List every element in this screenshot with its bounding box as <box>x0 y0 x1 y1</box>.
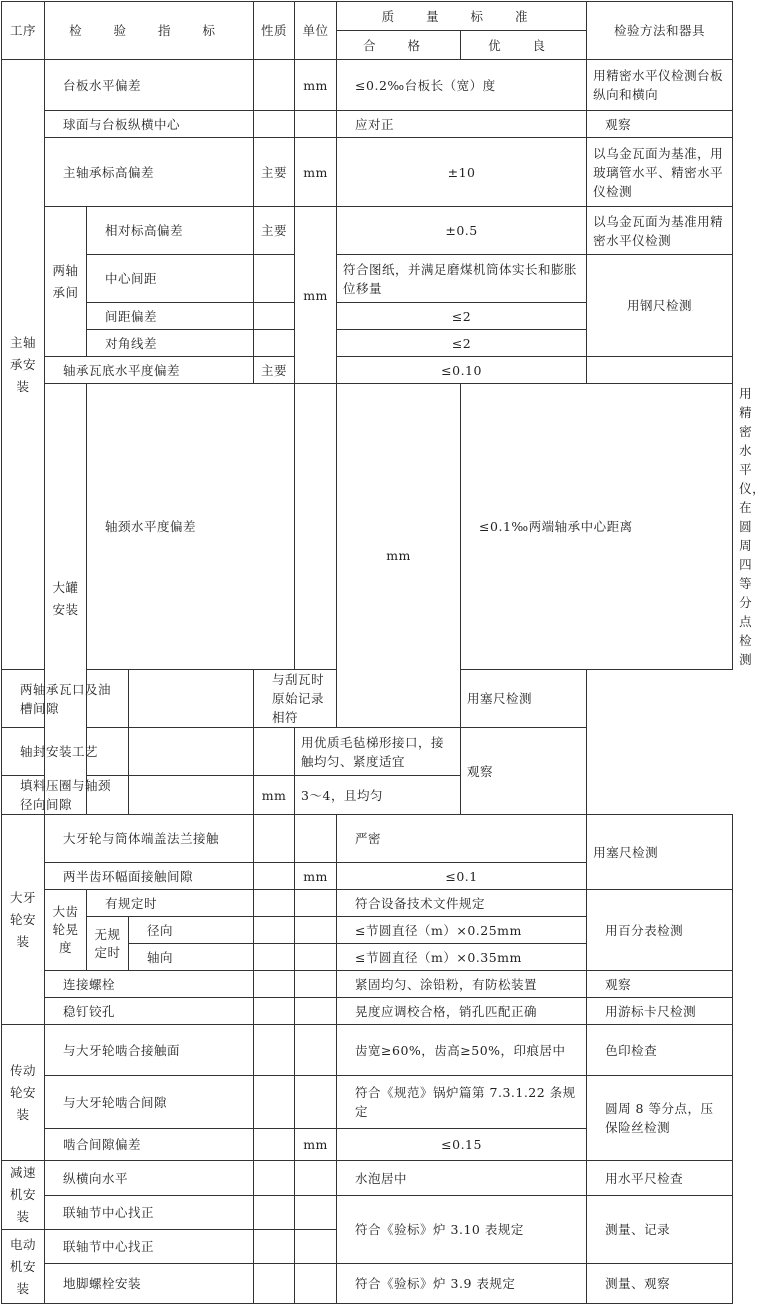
nature-cell: 主要 <box>254 357 295 384</box>
standard-cell: ≤0.2‰台板长（宽）度 <box>337 60 587 111</box>
standard-cell: 用优质毛毡梯形接口，接触均匀、紧度适宜 <box>295 728 461 776</box>
method-cell: 用精密水平仪检测台板纵向和横向 <box>587 60 733 111</box>
standard-cell: ≤2 <box>337 303 587 330</box>
method-cell: 观察 <box>587 971 733 998</box>
item-label: 相对标高偏差 <box>87 207 254 255</box>
header-nature: 性质 <box>254 2 295 60</box>
header-unit: 单位 <box>295 2 337 60</box>
group-label-two-bearings: 两轴承间 <box>45 207 87 357</box>
method-cell: 测量、记录 <box>587 1196 733 1264</box>
item-label: 联轴节中心找正 <box>45 1196 254 1230</box>
nature-cell: 主要 <box>254 138 295 207</box>
group-label-no-spec: 无规定时 <box>87 917 129 971</box>
item-label: 球面与台板纵横中心 <box>45 111 254 138</box>
standard-cell: ±10 <box>337 138 587 207</box>
section-main-bearing: 主轴承安装 <box>2 60 45 670</box>
item-label: 间距偏差 <box>87 303 254 330</box>
unit-cell: mm <box>295 60 337 111</box>
standard-cell: 严密 <box>337 815 587 863</box>
method-cell: 以乌金瓦面为基准，用玻璃管水平、精密水平仪检测 <box>587 138 733 207</box>
item-label: 与大牙轮啮合间隙 <box>45 1076 254 1129</box>
method-cell: 观察 <box>587 111 733 138</box>
standard-cell: ≤0.1‰两端轴承中心距离 <box>461 384 733 670</box>
unit-cell: mm <box>337 384 461 728</box>
item-label: 填料压圈与轴颈径向间隙 <box>2 776 129 815</box>
standard-cell: 符合《验标》炉 3.10 表规定 <box>337 1196 587 1264</box>
item-label: 两半齿环幅面接触间隙 <box>45 863 254 890</box>
item-label: 地脚螺栓安装 <box>45 1264 254 1304</box>
unit-cell: mm <box>295 207 337 384</box>
standard-cell: ≤节圆直径（m）×0.25mm <box>337 917 587 944</box>
standard-cell: 符合图纸，并满足磨煤机筒体实长和膨胀位移量 <box>337 255 587 303</box>
item-label: 大牙轮与筒体端盖法兰接触 <box>45 815 254 863</box>
inspection-table: 工序 检 验 指 标 性质 单位 质 量 标 准 检验方法和器具 合 格 优 良 主轴承安装 台板水平偏差 mm ≤0.2‰台板长（宽）度 用精密水平仪检测台板纵向和横向 球面与台板纵横中心 应对正 观察 主轴承标高偏差 主要 mm ±10 以乌金瓦面为基准，用玻璃管水平、精密水平仪检测 两轴承间 相对标高偏差 主要 mm ±0.5 以乌金瓦面为基准用精密水平仪检测 中心间距 符合图纸，并满足磨煤机筒体实长和膨胀位移量 用钢尺检测 间距偏差 ≤2 对角线差 ≤2 轴承瓦底水平度偏差 主要 ≤0.10 大罐安装 轴颈水平度偏差 mm ≤0.1‰两端轴承中心距离 用精密水平仪，在圆周四等分点检测 两轴承瓦口及油槽间隙 与刮瓦时原始记录相符 用塞尺检测 轴封安装工艺 用优质毛毡梯形接口，接触均匀、紧度适宜 观察 填料压圈与轴颈径向间隙 mm 3～4，且均匀 大牙轮安装 大牙轮与筒体端盖法兰接触 严密 用塞尺检测 两半齿环幅面接触间隙 mm ≤0.1 大齿轮晃度 有规定时 符合设备技术文件规定 用百分表检测 无规定时 径向 ≤节圆直径（m）×0.25mm 轴向 ≤节圆直径（m）×0.35mm 连接螺栓 紧固均匀、涂铅粉，有防松装置 观察 稳钉铰孔 晃度应调校合格，销孔匹配正确 用游标卡尺检测 传动轮安装 与大牙轮啮合接触面 齿宽≥60%，齿高≥50%，印痕居中 色印检查 与大牙轮啮合间隙 符合《规范》锅炉篇第 7.3.1.22 条规定 圆周 8 等分点，压保险丝检测 啮合间隙偏差 mm ≤0.15 减速机安装 纵横向水平 水泡居中 用水平尺检查 联轴节中心找正 符合《验标》炉 3.10 表规定 测量、记录 电动机安装 联轴节中心找正 地脚螺栓安装 符合《验标》炉 3.9 表规定 测量、观察 <box>1 1 733 1304</box>
item-label: 主轴承标高偏差 <box>45 138 254 207</box>
item-label: 联轴节中心找正 <box>45 1230 254 1264</box>
section-reducer: 减速机安装 <box>2 1161 45 1230</box>
standard-cell: ≤节圆直径（m）×0.35mm <box>337 944 587 971</box>
item-label: 台板水平偏差 <box>45 60 254 111</box>
section-tank: 大罐安装 <box>45 384 87 815</box>
item-label: 稳钉铰孔 <box>45 998 254 1025</box>
header-process: 工序 <box>2 2 45 60</box>
unit-cell: mm <box>254 776 295 815</box>
method-cell: 用水平尺检查 <box>587 1161 733 1196</box>
unit-cell: mm <box>295 138 337 207</box>
method-cell: 测量、观察 <box>587 1264 733 1304</box>
section-transmission: 传动轮安装 <box>2 1025 45 1161</box>
item-label: 轴封安装工艺 <box>2 728 129 776</box>
standard-cell: 齿宽≥60%，齿高≥50%，印痕居中 <box>337 1025 587 1076</box>
method-cell: 用塞尺检测 <box>587 815 733 890</box>
standard-cell: 符合《验标》炉 3.9 表规定 <box>337 1264 587 1304</box>
standard-cell: 晃度应调校合格，销孔匹配正确 <box>337 998 587 1025</box>
method-cell: 用塞尺检测 <box>461 670 587 728</box>
standard-cell: ≤0.15 <box>337 1129 587 1161</box>
standard-cell: ≤0.10 <box>337 357 587 384</box>
item-label: 对角线差 <box>87 330 254 357</box>
section-gear: 大牙轮安装 <box>2 815 45 1025</box>
standard-cell: ≤0.1 <box>337 863 587 890</box>
item-label: 轴颈水平度偏差 <box>87 384 295 670</box>
item-label: 两轴承瓦口及油槽间隙 <box>2 670 129 728</box>
group-label-wobble: 大齿轮晃度 <box>45 890 87 971</box>
method-cell: 色印检查 <box>587 1025 733 1076</box>
method-cell: 用钢尺检测 <box>587 255 733 357</box>
nature-cell: 主要 <box>254 207 295 255</box>
item-label: 中心间距 <box>87 255 254 303</box>
header-qualified: 合 格 <box>337 31 461 60</box>
unit-cell: mm <box>295 1129 337 1161</box>
standard-cell: 与刮瓦时原始记录相符 <box>254 670 337 728</box>
header-indicator: 检 验 指 标 <box>45 2 254 60</box>
item-label: 连接螺栓 <box>45 971 254 998</box>
standard-cell: 符合设备技术文件规定 <box>337 890 587 917</box>
item-label: 啮合间隙偏差 <box>45 1129 254 1161</box>
standard-cell: 水泡居中 <box>337 1161 587 1196</box>
standard-cell: 符合《规范》锅炉篇第 7.3.1.22 条规定 <box>337 1076 587 1129</box>
header-excellent: 优 良 <box>461 31 587 60</box>
method-cell: 观察 <box>461 728 587 815</box>
item-label: 轴向 <box>129 944 254 971</box>
item-label: 与大牙轮啮合接触面 <box>45 1025 254 1076</box>
standard-cell: ±0.5 <box>337 207 587 255</box>
method-cell: 用游标卡尺检测 <box>587 998 733 1025</box>
item-label: 径向 <box>129 917 254 944</box>
unit-cell: mm <box>295 863 337 890</box>
method-cell: 用百分表检测 <box>587 890 733 971</box>
item-label: 有规定时 <box>87 890 254 917</box>
method-cell: 以乌金瓦面为基准用精密水平仪检测 <box>587 207 733 255</box>
standard-cell: 应对正 <box>337 111 587 138</box>
method-cell: 圆周 8 等分点，压保险丝检测 <box>587 1076 733 1161</box>
item-label: 纵横向水平 <box>45 1161 254 1196</box>
standard-cell: ≤2 <box>337 330 587 357</box>
section-motor: 电动机安装 <box>2 1230 45 1304</box>
standard-cell: 紧固均匀、涂铅粉，有防松装置 <box>337 971 587 998</box>
header-quality: 质 量 标 准 <box>337 2 587 31</box>
standard-cell: 3～4，且均匀 <box>295 776 461 815</box>
header-method: 检验方法和器具 <box>587 2 733 60</box>
item-label: 轴承瓦底水平度偏差 <box>45 357 254 384</box>
